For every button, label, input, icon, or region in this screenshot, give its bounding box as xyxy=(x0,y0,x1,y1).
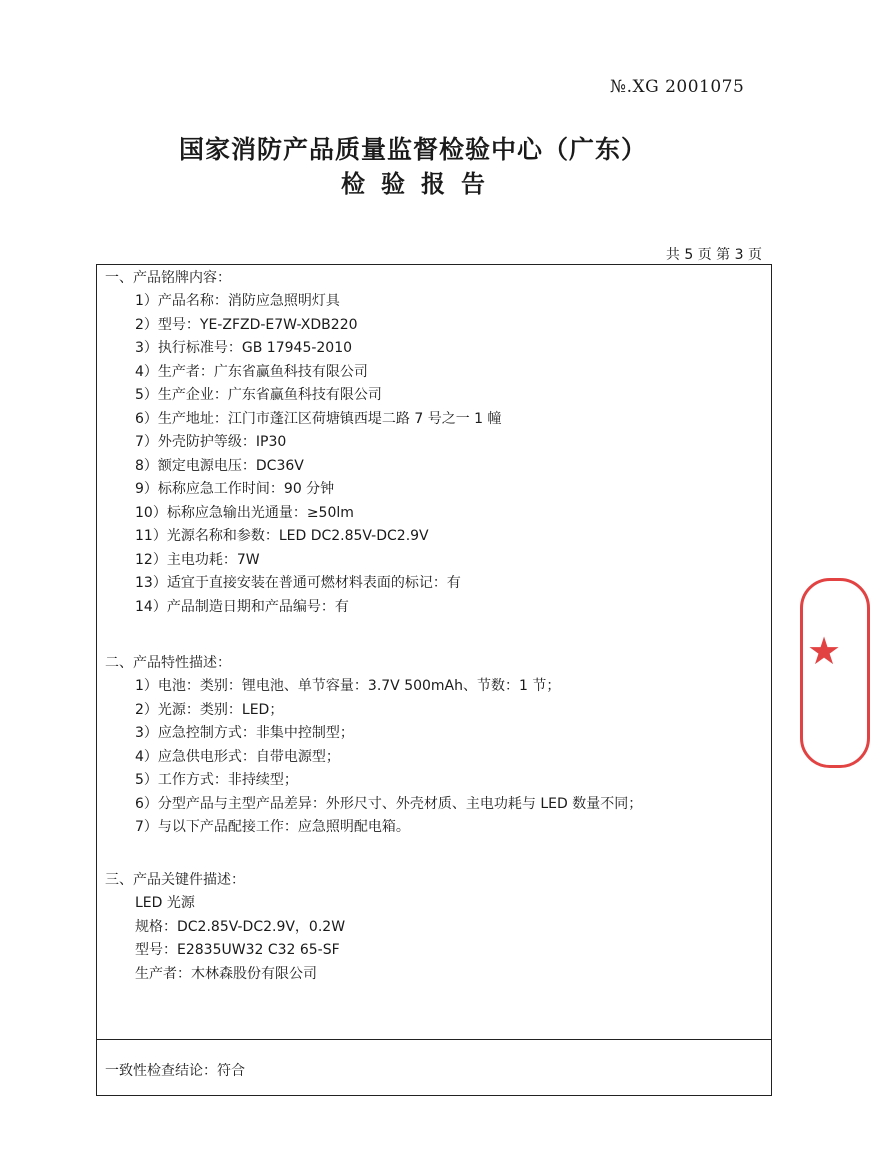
key-component-item: 型号：E2835UW32 C32 65-SF xyxy=(135,942,340,958)
conclusion: 一致性检查结论：符合 xyxy=(105,1063,245,1079)
key-component-item: LED 光源 xyxy=(135,895,195,911)
nameplate-item: 1）产品名称：消防应急照明灯具 xyxy=(135,293,340,309)
section-3-title: 三、产品关键件描述： xyxy=(105,872,245,888)
nameplate-item: 2）型号：YE-ZFZD-E7W-XDB220 xyxy=(135,316,358,333)
key-component-item: 规格：DC2.85V-DC2.9V，0.2W xyxy=(135,918,346,935)
nameplate-item: 4）生产者：广东省赢鱼科技有限公司 xyxy=(135,363,368,380)
feature-item: 5）工作方式：非持续型； xyxy=(135,772,298,788)
feature-item: 6）分型产品与主型产品差异：外形尺寸、外壳材质、主电功耗与 LED 数量不同； xyxy=(135,795,643,812)
nameplate-item: 9）标称应急工作时间：90 分钟 xyxy=(135,481,335,497)
conclusion-divider xyxy=(97,1039,771,1040)
section-2-title: 二、产品特性描述： xyxy=(105,655,231,671)
official-seal xyxy=(800,578,870,768)
feature-item: 3）应急控制方式：非集中控制型； xyxy=(135,725,354,741)
nameplate-item: 3）执行标准号：GB 17945-2010 xyxy=(135,340,353,356)
report-table xyxy=(96,264,772,1096)
nameplate-item: 14）产品制造日期和产品编号：有 xyxy=(135,598,349,615)
report-title: 国家消防产品质量监督检验中心（广东） xyxy=(178,135,647,164)
star-icon: ★ xyxy=(807,629,842,673)
section-1-title: 一、产品铭牌内容： xyxy=(105,270,231,286)
nameplate-item: 8）额定电源电压：DC36V xyxy=(135,457,304,474)
feature-item: 2）光源：类别：LED； xyxy=(135,701,284,718)
key-component-item: 生产者：木林森股份有限公司 xyxy=(135,965,317,982)
nameplate-item: 10）标称应急输出光通量：≥50lm xyxy=(135,504,354,521)
nameplate-item: 6）生产地址：江门市蓬江区荷塘镇西堤二路 7 号之一 1 幢 xyxy=(135,410,502,427)
nameplate-item: 7）外壳防护等级：IP30 xyxy=(135,434,287,450)
feature-item: 4）应急供电形式：自带电源型； xyxy=(135,748,340,765)
feature-item: 1）电池：类别：锂电池、单节容量：3.7V 500mAh、节数：1 节； xyxy=(135,678,561,694)
feature-item: 7）与以下产品配接工作：应急照明配电箱。 xyxy=(135,819,410,835)
report-subtitle: 检验报告 xyxy=(341,169,501,198)
nameplate-item: 5）生产企业：广东省赢鱼科技有限公司 xyxy=(135,387,382,403)
report-number: №.XG 2001075 xyxy=(610,77,745,97)
page-info: 共 5 页 第 3 页 xyxy=(665,247,762,263)
nameplate-item: 13）适宜于直接安装在普通可燃材料表面的标记：有 xyxy=(135,575,461,591)
nameplate-item: 12）主电功耗：7W xyxy=(135,551,260,568)
nameplate-item: 11）光源名称和参数：LED DC2.85V-DC2.9V xyxy=(135,528,429,544)
